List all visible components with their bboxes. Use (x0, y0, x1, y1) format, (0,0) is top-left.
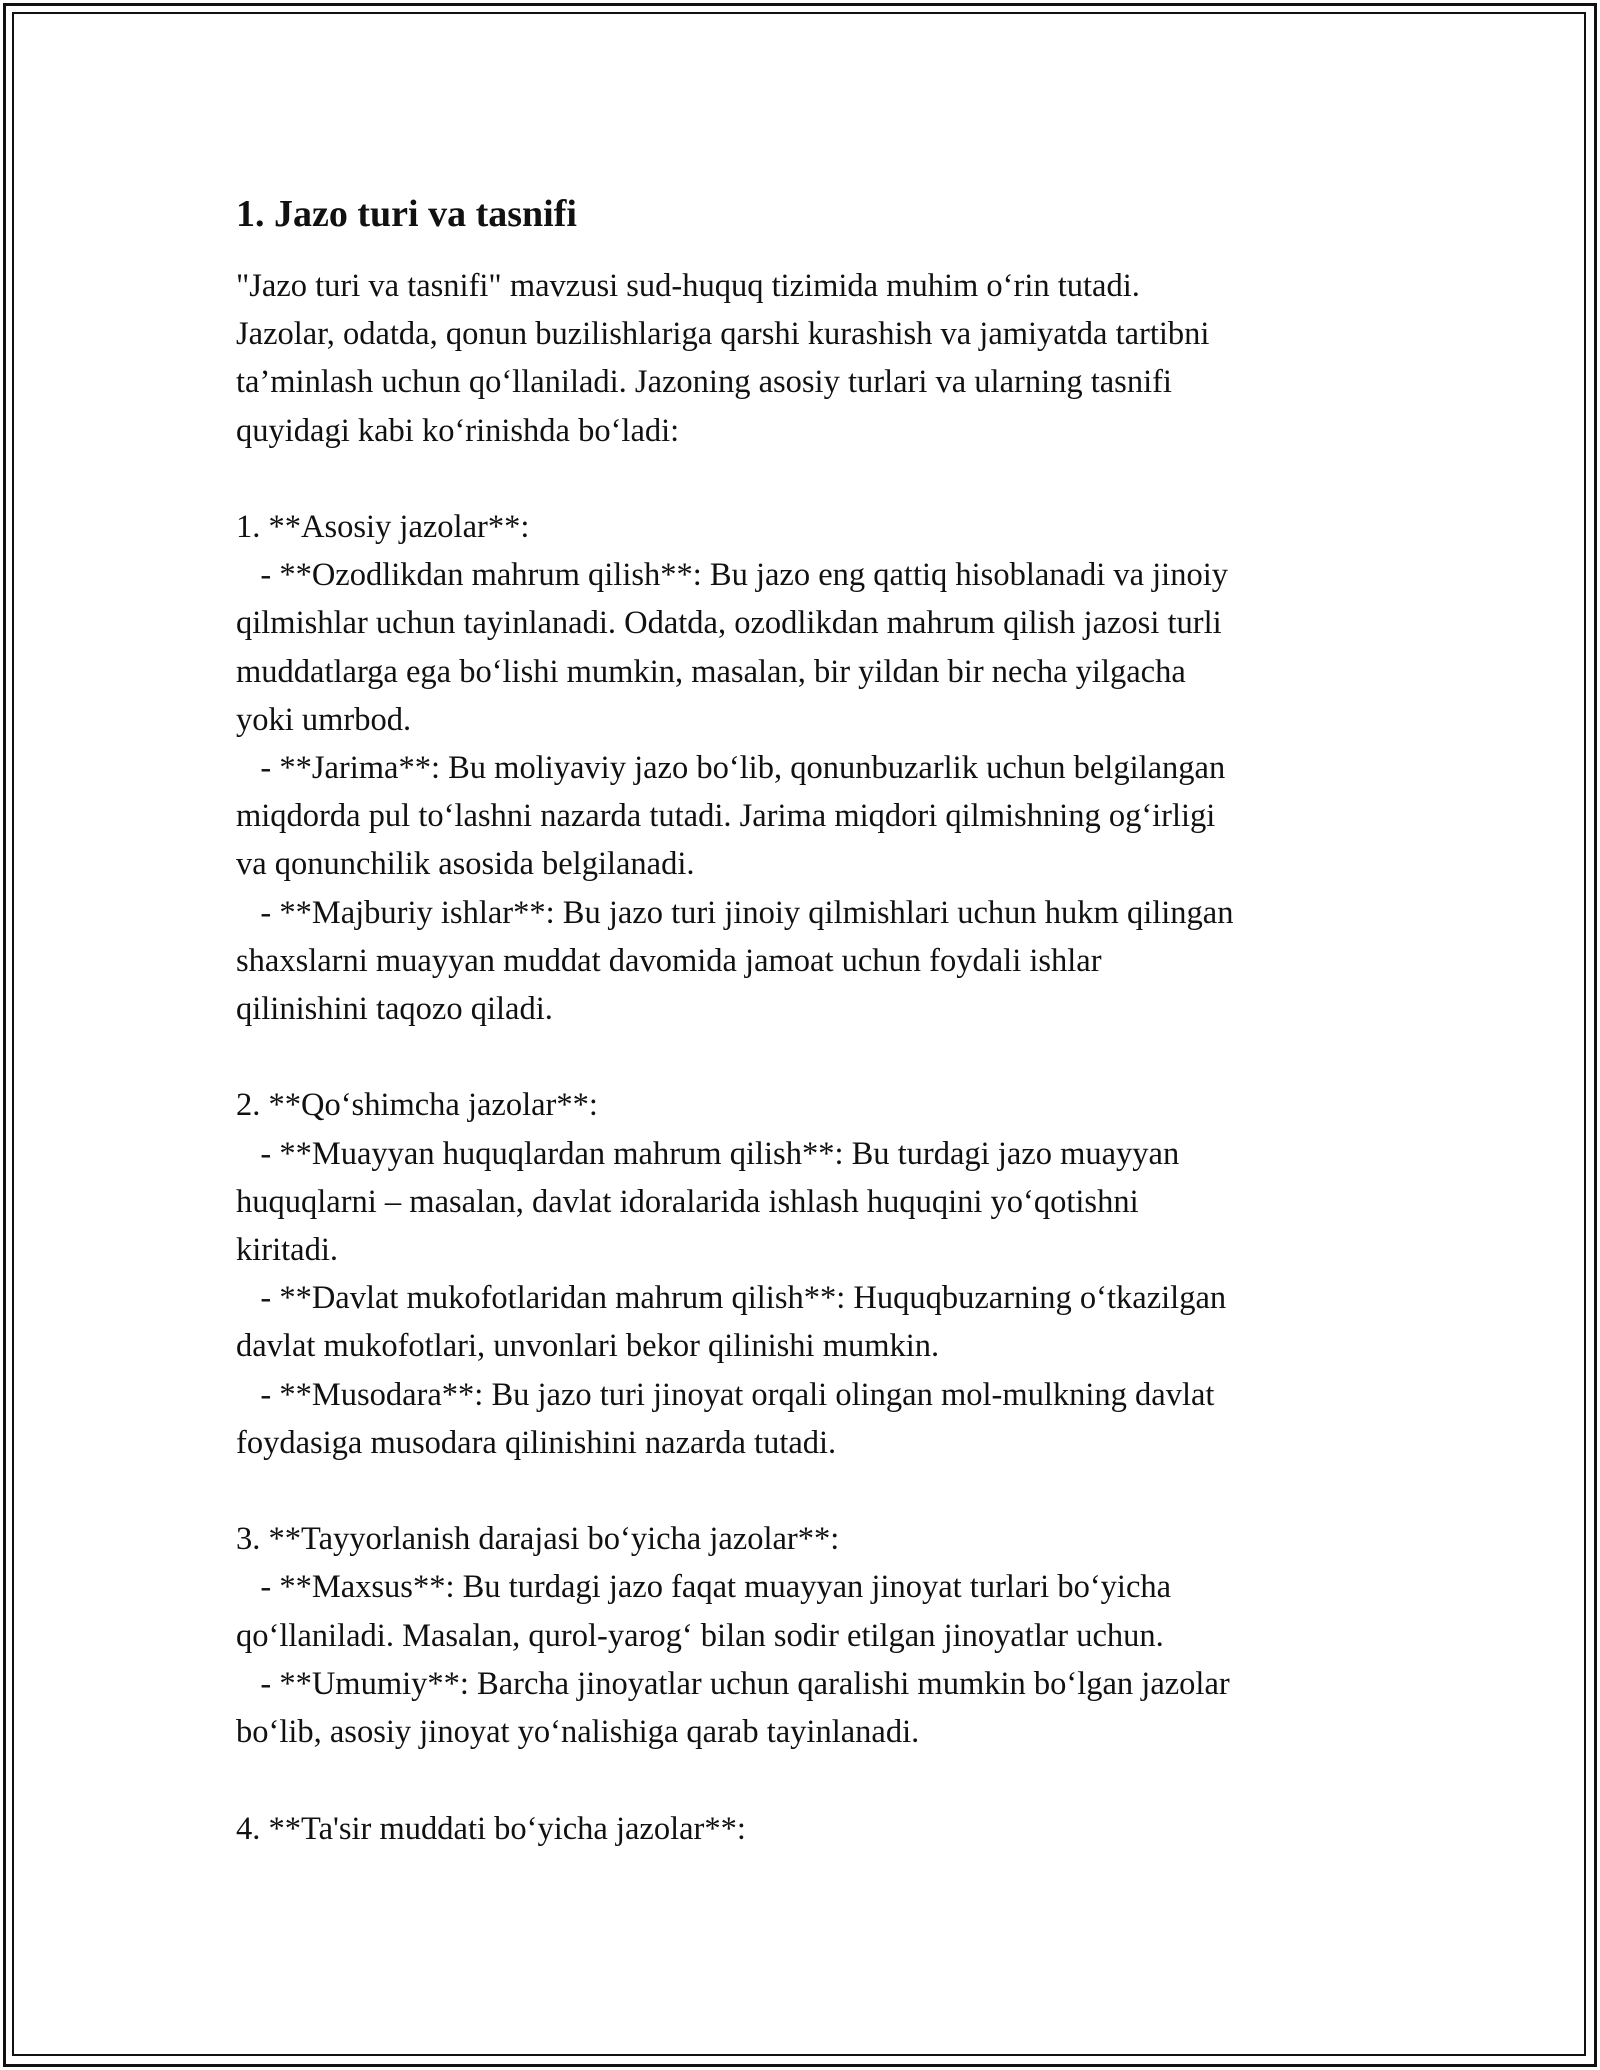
section-body-text: "Jazo turi va tasnifi" mavzusi sud-huquq tizimida muhim o‘rin tutadi. Jazolar, odatda, qonun buzilishlariga qarshi kurashish va jamiyatda tartibni ta’minlash uchun qo‘llaniladi. Jazoning asosiy turlari va ularning tasnifi quyidagi kabi ko‘rinishda bo‘ladi: 1. **Asosiy jazolar**: - **Ozodlikdan mahrum qilish**: Bu jazo eng qattiq hisoblanadi va jinoiy qilmishlar uchun tayinlanadi. Odatda, ozodlikdan mahrum qilish jazosi turli muddatlarga ega bo‘lishi mumkin, masalan, bir yildan bir necha yilgacha yoki umrbod. - **Jarima**: Bu moliyaviy jazo bo‘lib, qonunbuzarlik uchun belgilangan miqdorda pul to‘lashni nazarda tutadi. Jarima miqdori qilmishning og‘irligi va qonunchilik asosida belgilanadi. - **Majburiy ishlar**: Bu jazo turi jinoiy qilmishlari uchun hukm qilingan shaxslarni muayyan muddat davomida jamoat uchun foydali ishlar qilinishini taqozo qiladi. 2. **Qo‘shimcha jazolar**: - **Muayyan huquqlardan mahrum qilish**: Bu turdagi jazo muayyan huquqlarni – masalan, davlat idoralarida ishlash huquqini yo‘qotishni kiritadi. - **Davlat mukofotlaridan mahrum qilish**: Huquqbuzarning o‘tkazilgan davlat mukofotlari, unvonlari bekor qilinishi mumkin. - **Musodara**: Bu jazo turi jinoyat orqali olingan mol-mulkning davlat foydasiga musodara qilinishini nazarda tutadi. 3. **Tayyorlanish darajasi bo‘yicha jazolar**: - **Maxsus**: Bu turdagi jazo faqat muayyan jinoyat turlari bo‘yicha qo‘llaniladi. Masalan, qurol-yarog‘ bilan sodir etilgan jinoyatlar uchun. - **Umumiy**: Barcha jinoyatlar uchun qaralishi mumkin bo‘lgan jazolar bo‘lib, asosiy jinoyat yo‘nalishiga qarab tayinlanadi. 4. **Ta'sir muddati bo‘yicha jazolar**: (236, 268, 1234, 1847)
section-heading: 1. Jazo turi va tasnifi (236, 193, 577, 235)
document-content (236, 186, 1386, 1853)
